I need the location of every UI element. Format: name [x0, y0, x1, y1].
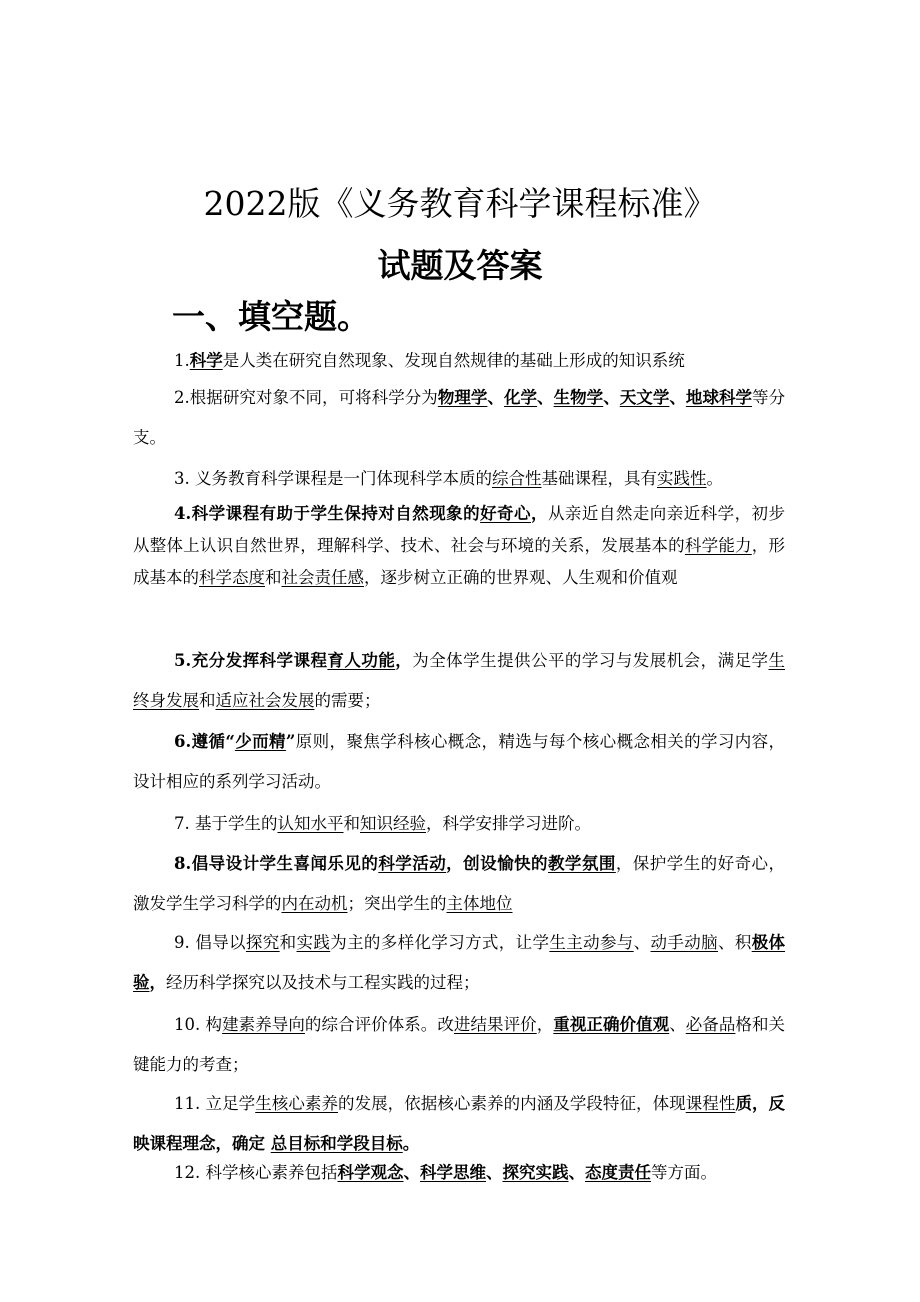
- answer-blank: 生核心素养: [255, 1094, 339, 1113]
- question-text: 、: [486, 1163, 503, 1182]
- question-text: 、: [669, 1015, 686, 1034]
- question-text: ”: [285, 732, 296, 751]
- answer-blank: 教学氛围: [547, 854, 616, 873]
- question-text: 格和关键能力的考查；: [133, 1015, 786, 1074]
- question-text: 、: [669, 388, 686, 407]
- question-text: 1.: [174, 351, 190, 370]
- answer-blank: 适应社会发展: [215, 691, 315, 710]
- question-11: [133, 1084, 785, 1164]
- answer-blank: 物理学: [437, 388, 488, 407]
- answer-blank: 育人功能: [327, 651, 396, 670]
- question-text: ，形成基本的: [133, 536, 786, 587]
- question-text: ，科学安排学习进阶。: [426, 814, 591, 833]
- question-text: ，创设愉快的: [446, 854, 548, 873]
- question-text: 。: [706, 469, 723, 488]
- answer-blank: 生主动参与: [549, 933, 634, 952]
- question-text: 的综合评价体系。改: [304, 1015, 454, 1034]
- section-heading: 一、填空题。: [172, 297, 370, 336]
- question-text: 、: [568, 1163, 585, 1182]
- answer-blank: 科学观念: [337, 1163, 404, 1182]
- question-text: 3. 义务教育科学课程是一门体现科学本质的: [174, 469, 492, 488]
- question-text: ；突出学生的: [347, 894, 447, 913]
- question-text: 4.科学课程有助于学生保持对自然现象的: [174, 504, 481, 523]
- answer-blank: 主体地位: [446, 894, 513, 913]
- question-text: 11. 立足学: [174, 1094, 256, 1113]
- answer-blank: 少而精: [234, 732, 286, 751]
- question-text: ，: [395, 651, 413, 670]
- question-text: 等分支。: [133, 388, 786, 447]
- question-text: 9. 倡导以: [174, 933, 246, 952]
- answer-blank: 化学: [503, 388, 538, 407]
- question-text: 。: [402, 1134, 420, 1153]
- answer-blank: 必备品: [685, 1015, 736, 1034]
- question-5: [133, 641, 785, 721]
- question-text: 6.遵循“: [174, 732, 235, 751]
- answer-blank: 好奇心: [480, 504, 531, 523]
- answer-blank: 社会责任感: [281, 568, 364, 587]
- answer-blank: 生物学: [553, 388, 604, 407]
- answer-blank: 进结果评价: [453, 1015, 537, 1034]
- answer-blank: 实践: [296, 933, 331, 952]
- answer-blank: 极体验: [133, 933, 786, 992]
- question-text: 等方面。: [651, 1163, 717, 1182]
- question-text: 、: [403, 1163, 420, 1182]
- question-6: [133, 722, 785, 802]
- answer-blank: 科学能力: [684, 536, 752, 555]
- question-8: [133, 844, 785, 924]
- answer-blank: 总目标和学段目标: [270, 1134, 403, 1153]
- question-text: 5.充分发挥科学课程: [174, 651, 328, 670]
- question-text: 8.倡导设计学生喜闻乐见的: [174, 854, 379, 873]
- question-text: ，: [149, 973, 166, 992]
- question-text: 、: [633, 933, 651, 952]
- question-text: 7. 基于学生的: [174, 814, 278, 833]
- question-text: 10. 构: [174, 1015, 223, 1034]
- question-text: ，: [531, 504, 548, 523]
- answer-blank: 天文学: [619, 388, 670, 407]
- answer-blank: 科学活动: [378, 854, 447, 873]
- question-3: [133, 459, 785, 499]
- question-text: ，: [536, 1015, 554, 1034]
- question-text: 和: [265, 568, 282, 587]
- question-10: [133, 1005, 785, 1085]
- question-text: 、: [603, 388, 620, 407]
- question-text: 和: [279, 933, 297, 952]
- answer-blank: 科学: [189, 351, 223, 370]
- question-text: 、积: [717, 933, 752, 952]
- question-text: 和: [199, 691, 216, 710]
- document-title: 2022版《义务教育科学课程标准》: [203, 184, 717, 223]
- answer-blank: 探究: [245, 933, 280, 952]
- answer-blank: 课程性: [685, 1094, 736, 1113]
- answer-blank: 实践性: [657, 469, 707, 488]
- question-text: 是人类在研究自然现象、发现自然规律的基础上形成的知识系统: [222, 351, 685, 370]
- question-text: 质，反映课程理念，确定: [133, 1094, 786, 1153]
- question-text: ，逐步树立正确的世界观、人生观和价值观: [364, 568, 678, 587]
- answer-blank: 认知水平: [277, 814, 344, 833]
- question-text: ，: [615, 854, 633, 873]
- question-4: [133, 498, 785, 594]
- answer-blank: 建素养导向: [222, 1015, 305, 1034]
- answer-blank: 动手动脑: [650, 933, 718, 952]
- answer-blank: 探究实践: [502, 1163, 569, 1182]
- document-subtitle: 试题及答案: [377, 246, 543, 285]
- answer-blank: 内在动机: [281, 894, 348, 913]
- question-12: [133, 1153, 785, 1193]
- answer-blank: 重视正确价值观: [553, 1015, 670, 1034]
- question-1: [133, 341, 785, 381]
- question-text: 原则，聚焦学科核心概念，精选与每个核心概念相关的学习内容，设计相应的系列学习活动。: [133, 732, 786, 791]
- question-7: [133, 804, 785, 844]
- question-text: 、: [537, 388, 554, 407]
- question-text: 为主的多样化学习方式，让学: [330, 933, 550, 952]
- question-9: [133, 923, 785, 1003]
- answer-blank: 态度责任: [585, 1163, 651, 1182]
- question-text: 2.根据研究对象不同，可将科学分为: [174, 388, 438, 407]
- question-text: 和: [343, 814, 360, 833]
- question-text: 基础课程，具有: [541, 469, 657, 488]
- question-text: 为全体学生提供公平的学习与发展机会，满足学: [412, 651, 769, 670]
- answer-blank: 地球科学: [685, 388, 753, 407]
- question-text: 保护学生的好奇心，激发学生学习科学的: [133, 854, 786, 913]
- question-text: 的发展，依据核心素养的内涵及学段特征，体现: [338, 1094, 686, 1113]
- answer-blank: 综合性: [492, 469, 542, 488]
- question-text: 经历科学探究以及技术与工程实践的过程；: [166, 973, 480, 992]
- question-text: 12. 科学核心素养包括: [174, 1163, 338, 1182]
- answer-blank: 科学态度: [199, 568, 265, 587]
- question-text: 从亲近自然走向亲近科学，初步从整体上认识自然世界，理解科学、技术、社会与环境的关系，发展基本的: [133, 504, 786, 555]
- answer-blank: 生终身发展: [133, 651, 786, 710]
- question-text: 、: [487, 388, 504, 407]
- question-text: 的需要；: [314, 691, 381, 710]
- question-2: [133, 378, 785, 458]
- answer-blank: 知识经验: [360, 814, 426, 833]
- answer-blank: 科学思维: [420, 1163, 486, 1182]
